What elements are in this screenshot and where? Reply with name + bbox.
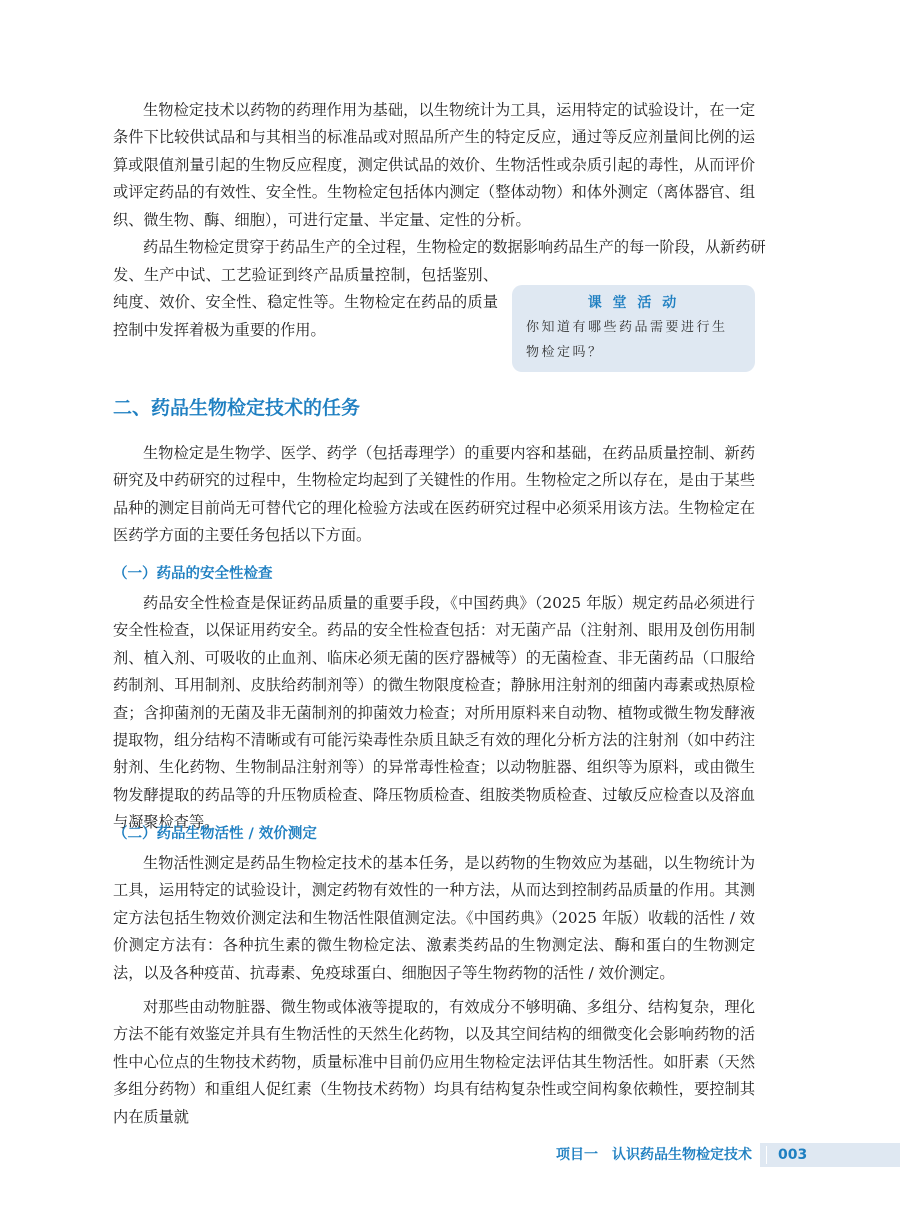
page-footer xyxy=(0,1143,900,1167)
subsection-1-heading: （一）药品的安全性检查 xyxy=(113,566,273,582)
subsection-2-paragraph-2: 对那些由动物脏器、微生物或体液等提取的，有效成分不够明确、多组分、结构复杂，理化方法不能有效鉴定并具有生物活性的天然生化药物，以及其空间结构的细微变化会影响药物的活性中心位点的生物技术药物，质量标准中目前仍应用生物检定法评估其生物活性。如肝素（天然多组分药物）和重组人促红素（生物技术药物）均具有结构复杂性或空间构象依赖性，要控制其内在质量就 xyxy=(113,998,755,1126)
classroom-activity-box xyxy=(512,285,755,372)
intro-paragraph-2-first-line: 药品生物检定贯穿于药品生产的全过程，生物检定的数据影响药品生产的每一阶段，从新药研 xyxy=(143,238,766,256)
subsection-2-heading: （二）药品生物活性 / 效价测定 xyxy=(113,826,317,842)
intro-paragraph-2-rest: 发、生产中试、工艺验证到终产品质量控制，包括鉴别、纯度、效价、安全性、稳定性等。生物检定在药品的质量控制中发挥着极为重要的作用。 xyxy=(113,266,498,339)
footer-chapter-title: 项目一 认识药品生物检定技术 xyxy=(556,1147,752,1163)
page-number: 003 xyxy=(778,1147,808,1163)
intro-paragraph-1: 生物检定技术以药物的药理作用为基础，以生物统计为工具，运用特定的试验设计，在一定条件下比较供试品和与其相当的标准品或对照品所产生的特定反应，通过等反应剂量间比例的运算或限值剂量引起的生物反应程度，测定供试品的效价、生物活性或杂质引起的毒性，从而评价或评定药品的有效性、安全性。生物检定包括体内测定（整体动物）和体外测定（离体器官、组织、微生物、酶、细胞），可进行定量、半定量、定性的分析。 xyxy=(113,101,755,229)
section-title: 二、药品生物检定技术的任务 xyxy=(113,397,361,419)
section-intro-paragraph: 生物检定是生物学、医学、药学（包括毒理学）的重要内容和基础，在药品质量控制、新药研究及中药研究的过程中，生物检定均起到了关键性的作用。生物检定之所以存在，是由于某些品种的测定目前尚无可替代它的理化检验方法或在医药研究过程中必须采用该方法。生物检定在医药学方面的主要任务包括以下方面。 xyxy=(113,444,755,545)
activity-title: 课 堂 活 动 xyxy=(587,295,680,311)
activity-text: 你知道有哪些药品需要进行生物检定吗？ xyxy=(526,320,728,360)
footer-divider xyxy=(766,1146,767,1164)
subsection-2-paragraph-1: 生物活性测定是药品生物检定技术的基本任务，是以药物的生物效应为基础，以生物统计为工具，运用特定的试验设计，测定药物有效性的一种方法，从而达到控制药品质量的作用。其测定方法包括生物效价测定法和生物活性限值测定法。《中国药典》（2025 年版）收载的活性 / 效价测定方法有：各种抗生素的微生物检定法、激素类药品的生物测定法、酶和蛋白的生物测定法，以及各种疫苗、抗毒素、免疫球蛋白、细胞因子等生物药物的活性 / 效价测定。 xyxy=(113,854,755,982)
subsection-1-paragraph: 药品安全性检查是保证药品质量的重要手段，《中国药典》（2025 年版）规定药品必须进行安全性检查，以保证用药安全。药品的安全性检查包括：对无菌产品（注射剂、眼用及创伤用制剂、植入剂、可吸收的止血剂、临床必须无菌的医疗器械等）的无菌检查、非无菌药品（口服给药制剂、耳用制剂、皮肤给药制剂等）的微生物限度检查；静脉用注射剂的细菌内毒素或热原检查；含抑菌剂的无菌及非无菌制剂的抑菌效力检查；对所用原料来自动物、植物或微生物发酵液提取物，组分结构不清晰或有可能污染毒性杂质且缺乏有效的理化分析方法的注射剂（如中药注射剂、生化药物、生物制品注射剂等）的异常毒性检查；以动物脏器、组织等为原料，或由微生物发酵提取的药品等的升压物质检查、降压物质检查、组胺类物质检查、过敏反应检查以及溶血与凝聚检查等。 xyxy=(113,594,755,832)
